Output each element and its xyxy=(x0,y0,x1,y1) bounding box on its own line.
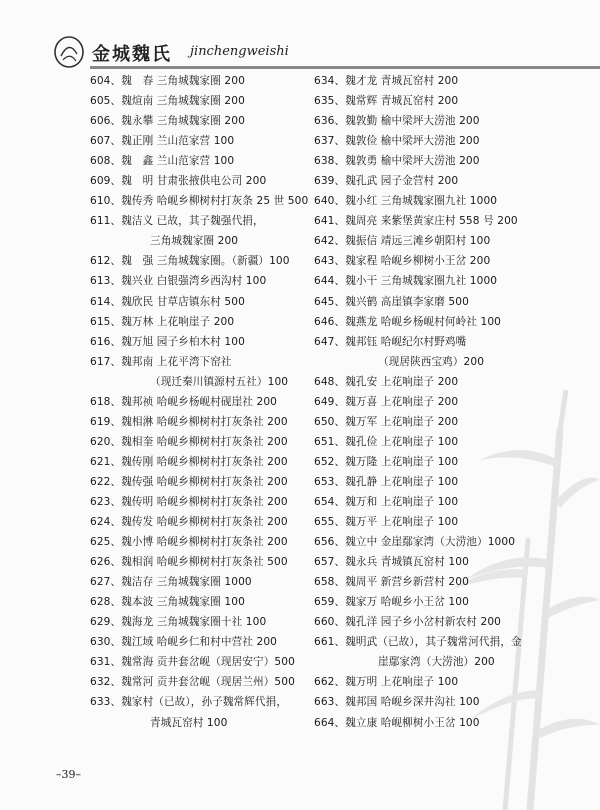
list-item: 608、魏 鑫 兰山范家营 100 xyxy=(90,155,235,168)
list-item: 610、魏传秀 哈岘乡柳树村打灰条 25 世 500 xyxy=(90,195,309,208)
header-subtitle: jinchengweishi xyxy=(190,44,289,59)
list-item: 636、魏敦勤 榆中梁坪大涝池 200 xyxy=(314,115,480,128)
list-item: 649、魏万喜 上花响崖子 200 xyxy=(314,395,459,408)
list-item: 605、魏煊南 三角城魏家圈 200 xyxy=(90,95,245,108)
list-item: 609、魏 明 甘肃张掖供电公司 200 xyxy=(90,175,267,188)
list-item: 645、魏兴鹤 高崖镇李家磨 500 xyxy=(314,295,469,308)
list-item: 615、魏万林 上花响崖子 200 xyxy=(90,315,235,328)
list-item: 662、魏万明 上花响崖子 100 xyxy=(314,676,459,689)
list-item: 630、魏江域 哈岘乡仁和村中营社 200 xyxy=(90,636,277,649)
right-column xyxy=(314,71,564,733)
list-item: 606、魏永攀 三角城魏家圈 200 xyxy=(90,115,245,128)
list-item: 624、魏传发 哈岘乡柳树村打灰条社 200 xyxy=(90,516,288,529)
list-item: 625、魏小博 哈岘乡柳树村打灰条社 200 xyxy=(90,536,288,549)
list-item: 632、魏常河 贡井套岔岘（现居兰州）500 xyxy=(90,676,295,689)
list-item: 641、魏周亮 来紫堡黄家庄村 558 号 200 xyxy=(314,215,518,228)
list-item: 631、魏常海 贡井套岔岘（现居安宁）500 xyxy=(90,656,295,669)
list-item: 623、魏传明 哈岘乡柳树村打灰条社 200 xyxy=(90,495,288,508)
list-item-continuation: 三角城魏家圈 200 xyxy=(150,235,239,248)
list-item: 613、魏兴业 白银强湾乡西沟村 100 xyxy=(90,275,267,288)
seal-logo-icon xyxy=(52,34,86,70)
left-column xyxy=(90,71,340,733)
list-item: 617、魏邦南 上花平湾下窑社 xyxy=(90,355,232,368)
list-item: 633、魏家村（已故），孙子魏常辉代捐， xyxy=(90,696,288,709)
list-item: 647、魏邦钰 哈岘纪尔村野鸡嘴 xyxy=(314,335,467,348)
header-title: 金城魏氏 xyxy=(92,44,172,65)
list-item: 618、魏邦祯 哈岘乡杨岘村砚崖社 200 xyxy=(90,395,277,408)
list-item: 648、魏孔安 上花响崖子 200 xyxy=(314,375,459,388)
list-item: 607、魏正刚 兰山范家营 100 xyxy=(90,135,235,148)
list-item: 635、魏常辉 青城瓦窑村 200 xyxy=(314,95,459,108)
list-item-continuation: 崖鄢家湾（大涝池）200 xyxy=(378,656,495,669)
list-item: 663、魏邦国 哈岘乡深井沟社 100 xyxy=(314,696,480,709)
list-item: 622、魏传强 哈岘乡柳树村打灰条社 200 xyxy=(90,475,288,488)
list-item: 643、魏家程 哈岘乡柳树小王岔 200 xyxy=(314,255,491,268)
list-item: 638、魏敦勇 榆中梁坪大涝池 200 xyxy=(314,155,480,168)
list-item: 637、魏敦俭 榆中梁坪大涝池 200 xyxy=(314,135,480,148)
list-item-continuation: （现迁秦川镇源村五社）100 xyxy=(150,375,289,388)
list-item-continuation: 青城瓦窑村 100 xyxy=(150,716,228,729)
list-item: 604、魏 春 三角城魏家圈 200 xyxy=(90,75,245,87)
header-rule xyxy=(90,66,600,69)
list-item: 634、魏才龙 青城瓦窑村 200 xyxy=(314,75,459,87)
list-item: 657、魏永兵 青城镇瓦窑村 100 xyxy=(314,556,469,569)
list-item: 652、魏万隆 上花响崖子 100 xyxy=(314,455,459,468)
page-number: –39– xyxy=(56,768,81,781)
list-item: 627、魏洁存 三角城魏家圈 1000 xyxy=(90,576,252,589)
list-item: 653、魏孔静 上花响崖子 100 xyxy=(314,475,459,488)
list-item: 628、魏本波 三角城魏家圈 100 xyxy=(90,596,245,609)
list-item: 650、魏万军 上花响崖子 200 xyxy=(314,415,459,428)
list-item: 620、魏相奎 哈岘乡柳树村打灰条社 200 xyxy=(90,435,288,448)
list-item: 642、魏振信 靖远三滩乡朝阳村 100 xyxy=(314,235,491,248)
list-item: 656、魏立中 金崖鄢家湾（大涝池）1000 xyxy=(314,536,516,549)
list-item: 658、魏周平 新营乡新营村 200 xyxy=(314,576,469,589)
list-item: 646、魏燕龙 哈岘乡杨岘村何岭社 100 xyxy=(314,315,501,328)
list-item: 626、魏相润 哈岘乡柳树村打灰条社 500 xyxy=(90,556,288,569)
list-item: 611、魏洁义 已故，其子魏强代捐， xyxy=(90,215,264,228)
list-item: 639、魏孔武 园子金营村 200 xyxy=(314,175,459,188)
list-item-continuation: （现居陕西宝鸡）200 xyxy=(378,355,485,368)
list-item: 661、魏明武（已故），其子魏常河代捐，金 xyxy=(314,636,522,649)
list-item: 660、魏孔洋 园子乡小岔村新农村 200 xyxy=(314,616,501,629)
list-item: 654、魏万和 上花响崖子 100 xyxy=(314,495,459,508)
list-item: 621、魏传刚 哈岘乡柳树村打灰条社 200 xyxy=(90,455,288,468)
page-header xyxy=(0,34,600,70)
list-item: 655、魏万平 上花响崖子 100 xyxy=(314,516,459,529)
list-item: 616、魏万旭 园子乡柏木村 100 xyxy=(90,335,245,348)
list-item: 640、魏小红 三角城魏家圈九社 1000 xyxy=(314,195,498,208)
list-item: 619、魏相淋 哈岘乡柳树村打灰条社 200 xyxy=(90,415,288,428)
list-item: 629、魏海龙 三角城魏家圈十社 100 xyxy=(90,616,267,629)
list-item: 644、魏小干 三角城魏家圈九社 1000 xyxy=(314,275,498,288)
list-item: 614、魏欣民 甘草店镇东村 500 xyxy=(90,295,245,308)
list-item: 651、魏孔俭 上花响崖子 100 xyxy=(314,435,459,448)
list-item: 659、魏家万 哈岘乡小王岔 100 xyxy=(314,596,469,609)
list-item: 664、魏立康 哈岘柳树小王岔 100 xyxy=(314,716,480,729)
list-item: 612、魏 强 三角城魏家圈。（新疆）100 xyxy=(90,255,290,268)
